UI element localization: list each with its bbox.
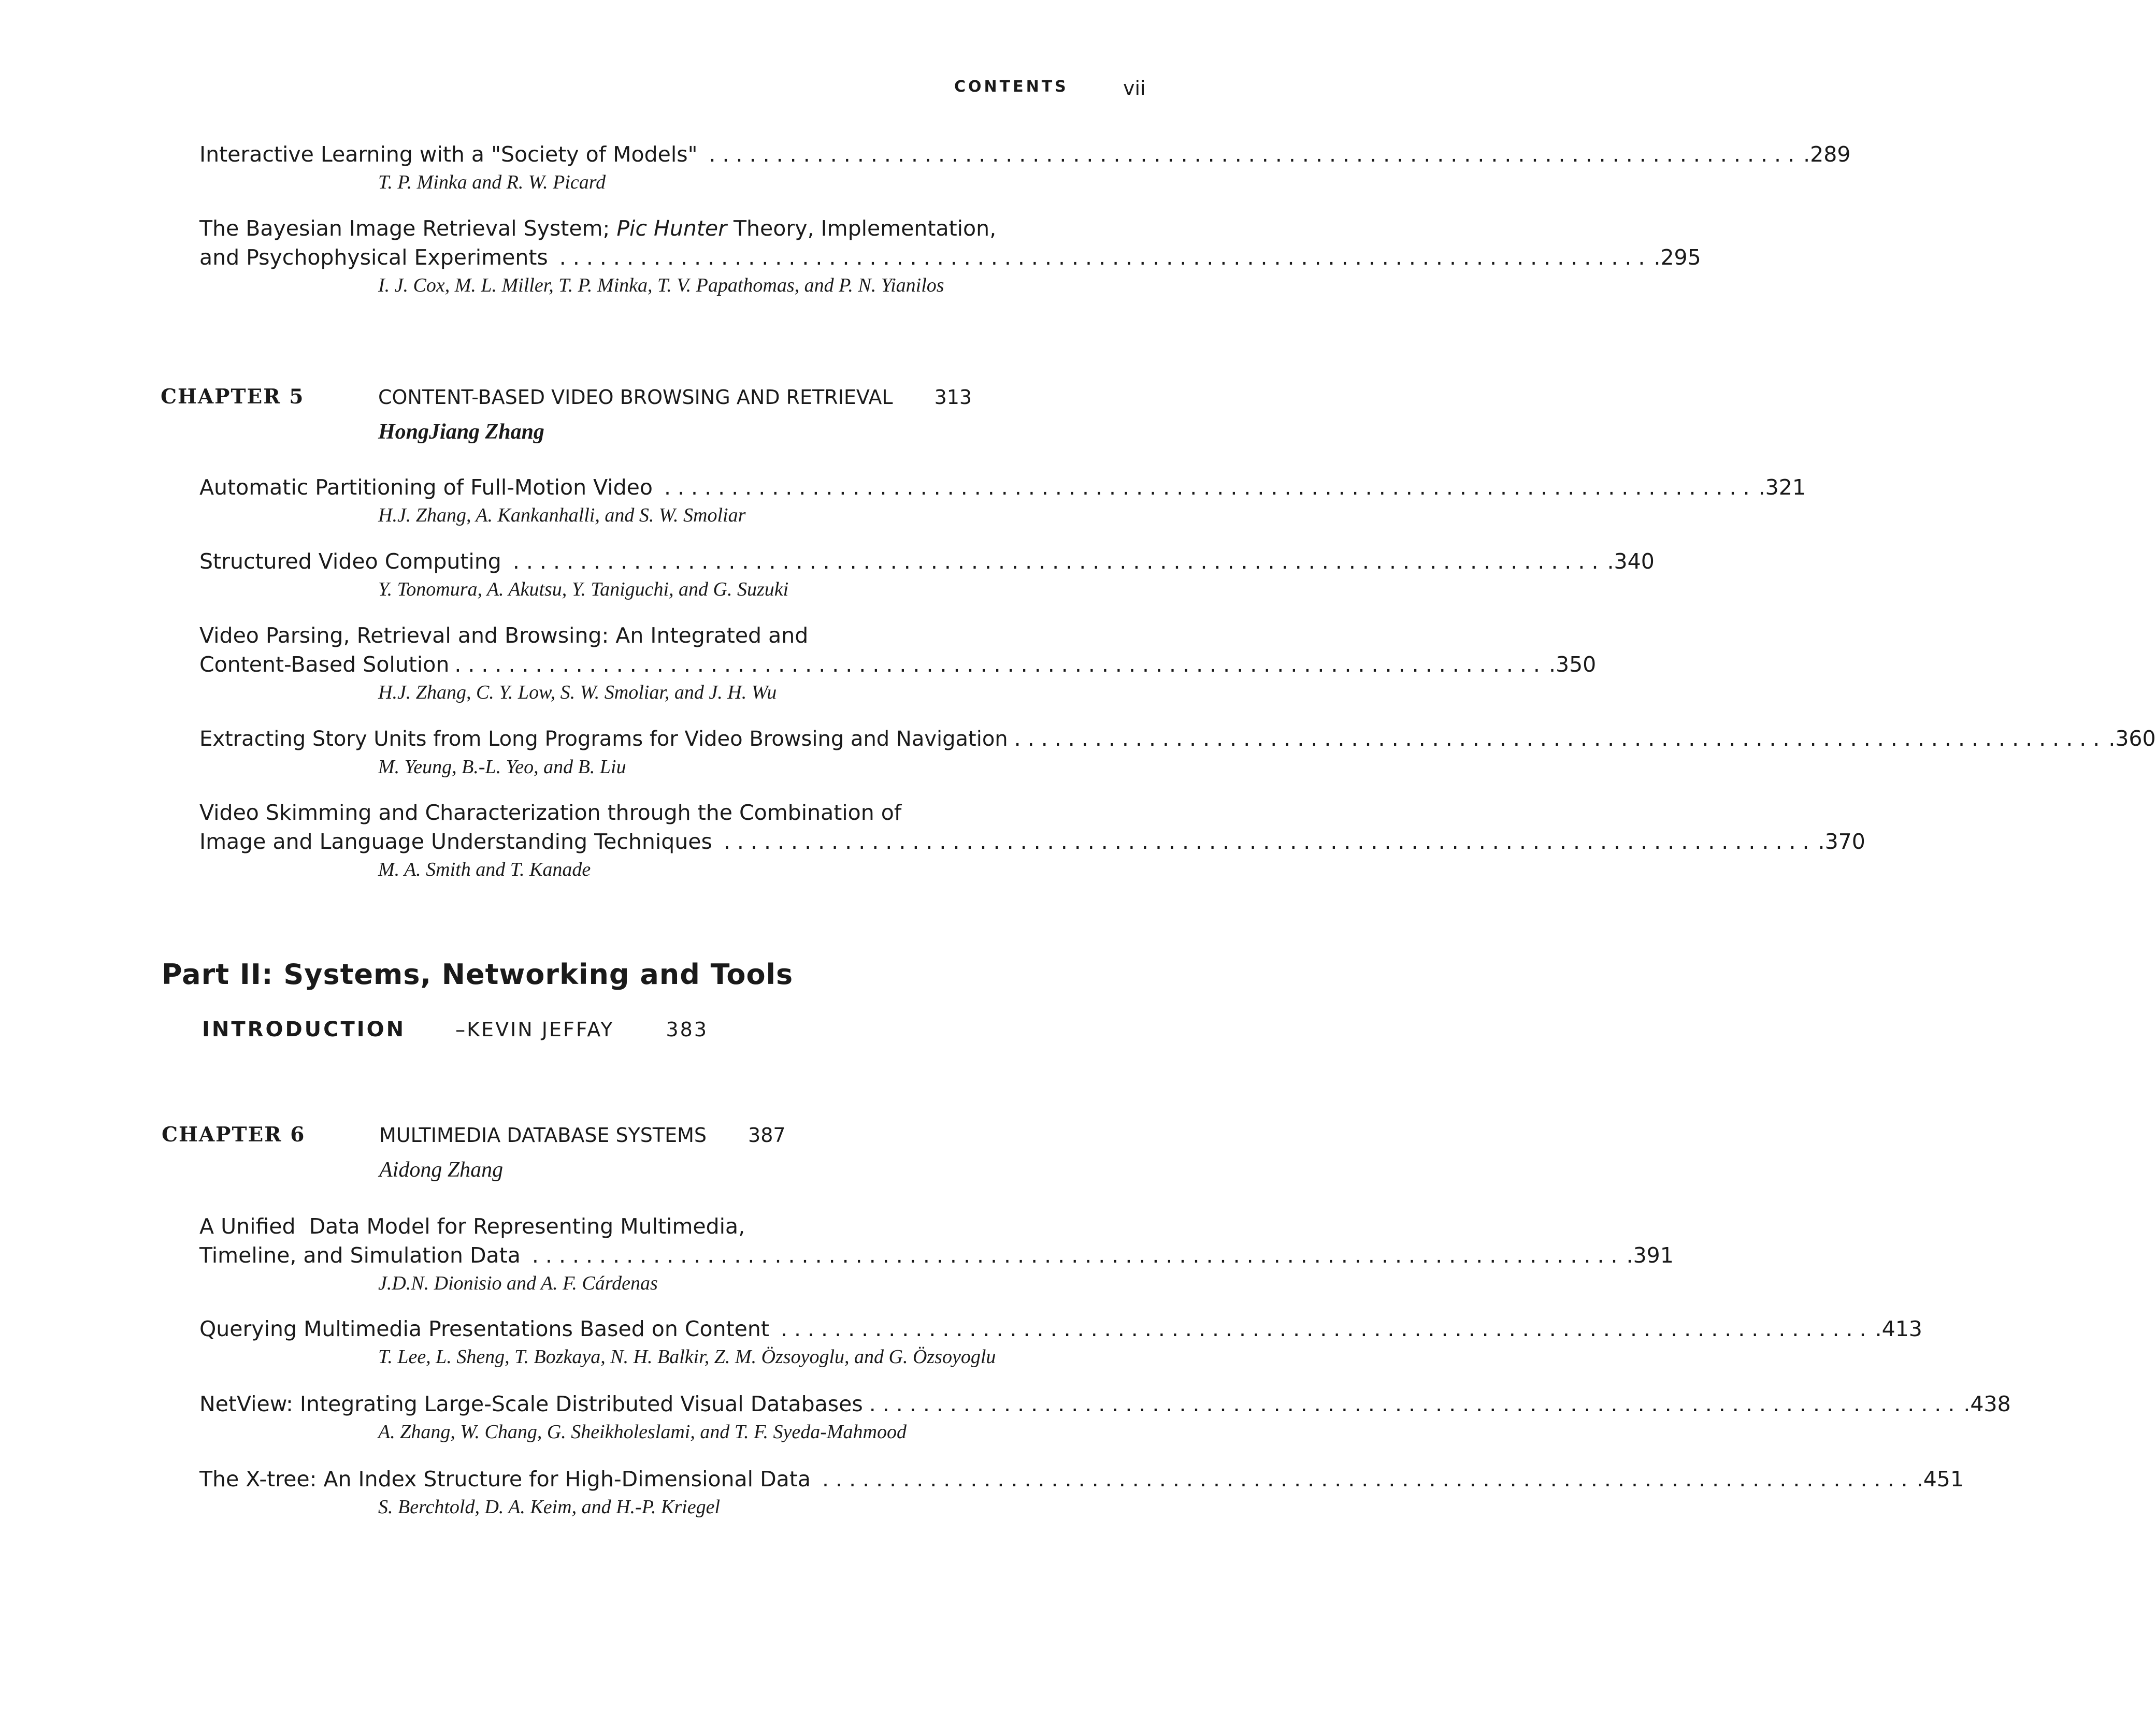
entry-page: .295	[1654, 245, 1701, 270]
entry-page: .438	[1963, 1392, 2011, 1416]
entry-authors: T. Lee, L. Sheng, T. Bozkaya, N. H. Balkir, Z. M. Özsoyoglu, and G. Özsoyoglu	[378, 1346, 996, 1368]
entry-title-line1: Video Skimming and Characterization through the Combination of	[199, 800, 902, 825]
page-number: vii	[1123, 77, 1146, 99]
running-header-label: CONTENTS	[954, 78, 1069, 96]
leader-dots: .................................................................................	[559, 245, 1652, 270]
toc-entry[interactable]	[199, 1389, 2011, 1443]
chapter-editor: HongJiang Zhang	[378, 420, 544, 444]
entry-page: .321	[1758, 475, 1806, 500]
toc-entry[interactable]	[199, 1465, 1964, 1518]
entry-page: .391	[1626, 1243, 1674, 1268]
entry-page: .451	[1916, 1467, 1964, 1491]
entry-authors: I. J. Cox, M. L. Miller, T. P. Minka, T. V. Papathomas, and P. N. Yianilos	[378, 274, 944, 296]
entry-page: .413	[1875, 1316, 1922, 1341]
entry-authors: S. Berchtold, D. A. Keim, and H.-P. Kriegel	[378, 1496, 721, 1518]
entry-title-row	[199, 724, 2156, 754]
entry-title: The X-tree: An Index Structure for High-Dimensional Data	[199, 1467, 811, 1491]
entry-page: .340	[1607, 549, 1655, 574]
leader-dots: .................................................................................	[869, 1392, 1962, 1416]
toc-entry[interactable]	[199, 547, 1655, 601]
entry-title-line2: and Psychophysical Experiments	[199, 245, 548, 270]
entry-title-line1: Video Parsing, Retrieval and Browsing: An Integrated and	[199, 623, 809, 648]
entry-title-line1: A Unified Data Model for Representing Multimedia,	[199, 1214, 745, 1239]
entry-title-part: Theory, Implementation,	[726, 216, 997, 241]
toc-entry[interactable]	[199, 1314, 1922, 1368]
entry-title: Interactive Learning with a "Society of Models"	[199, 142, 698, 167]
intro-author: –KEVIN JEFFAY	[455, 1018, 614, 1041]
chapter-title-text: CONTENT-BASED VIDEO BROWSING AND RETRIEVAL	[378, 386, 893, 409]
chapter-title-text: MULTIMEDIA DATABASE SYSTEMS	[379, 1124, 707, 1147]
chapter-title[interactable]	[379, 1124, 786, 1147]
leader-dots: .................................................................................	[512, 549, 1605, 574]
toc-entry[interactable]	[199, 214, 1701, 297]
entry-title-line1	[199, 214, 1158, 243]
leader-dots: .................................................................................	[780, 1316, 1873, 1341]
leader-dots: .................................................................................	[1014, 726, 2107, 751]
entry-page: .360	[2108, 726, 2156, 751]
entry-title-row	[199, 140, 1851, 169]
part-introduction[interactable]	[202, 1018, 708, 1041]
entry-title: Extracting Story Units from Long Programs for Video Browsing and Navigation	[199, 727, 1008, 751]
leader-dots: .................................................................................	[664, 475, 1757, 500]
entry-title: NetView: Integrating Large-Scale Distributed Visual Databases	[199, 1392, 863, 1416]
leader-dots: .................................................................................	[723, 829, 1816, 854]
leader-dots: .................................................................................	[822, 1467, 1915, 1491]
entry-title-line2: Image and Language Understanding Techniques	[199, 829, 712, 854]
entry-title-part: The Bayesian Image Retrieval System;	[199, 216, 617, 241]
toc-entry[interactable]	[199, 140, 1851, 194]
toc-entry[interactable]	[199, 1212, 1674, 1295]
entry-page: .350	[1548, 652, 1597, 677]
chapter-editor: Aidong Zhang	[379, 1158, 504, 1182]
chapter-label: CHAPTER 6	[162, 1123, 306, 1147]
entry-title: Automatic Partitioning of Full-Motion Video	[199, 475, 653, 500]
entry-title-row	[199, 1241, 1674, 1270]
chapter-label: CHAPTER 5	[161, 385, 305, 409]
entry-title-emphasis: Pic Hunter	[616, 216, 727, 241]
intro-page: 383	[666, 1018, 709, 1041]
entry-page: .289	[1803, 142, 1851, 167]
entry-title-row	[199, 1389, 2011, 1418]
chapter-page: 313	[934, 386, 972, 409]
part-title: Part II: Systems, Networking and Tools	[162, 958, 794, 991]
entry-authors: M. Yeung, B.-L. Yeo, and B. Liu	[378, 756, 626, 778]
toc-entry[interactable]	[199, 798, 1865, 881]
entry-title-row	[199, 243, 1701, 272]
entry-title-line2: Timeline, and Simulation Data	[199, 1243, 521, 1268]
intro-label: INTRODUCTION	[202, 1018, 406, 1041]
entry-authors: H.J. Zhang, C. Y. Low, S. W. Smoliar, and J. H. Wu	[378, 682, 777, 703]
entry-page: .370	[1818, 829, 1865, 854]
entry-authors: Y. Tonomura, A. Akutsu, Y. Taniguchi, and G. Suzuki	[378, 578, 789, 600]
entry-title-row	[199, 473, 1806, 502]
leader-dots: .................................................................................	[454, 652, 1547, 677]
entry-title-row	[199, 547, 1655, 576]
chapter-title[interactable]	[378, 386, 972, 409]
leader-dots: .................................................................................	[531, 1243, 1625, 1268]
entry-authors: T. P. Minka and R. W. Picard	[378, 171, 606, 193]
entry-title: Querying Multimedia Presentations Based on Content	[199, 1316, 769, 1341]
entry-authors: J.D.N. Dionisio and A. F. Cárdenas	[378, 1272, 658, 1294]
entry-authors: H.J. Zhang, A. Kankanhalli, and S. W. Smoliar	[378, 504, 746, 526]
toc-entry[interactable]	[199, 473, 1806, 527]
chapter-page: 387	[748, 1124, 786, 1147]
entry-title-row	[199, 827, 1865, 856]
entry-title-row	[199, 1465, 1964, 1494]
entry-authors: A. Zhang, W. Chang, G. Sheikholeslami, and T. F. Syeda-Mahmood	[378, 1421, 907, 1443]
entry-title-line2: Content-Based Solution	[199, 652, 450, 677]
entry-authors: M. A. Smith and T. Kanade	[378, 859, 591, 880]
entry-title-row	[199, 650, 1597, 679]
entry-title-row	[199, 1314, 1922, 1343]
leader-dots: .................................................................................	[709, 142, 1802, 167]
toc-entry[interactable]	[199, 621, 1597, 704]
toc-entry[interactable]	[199, 724, 2156, 778]
entry-title: Structured Video Computing	[199, 549, 501, 574]
